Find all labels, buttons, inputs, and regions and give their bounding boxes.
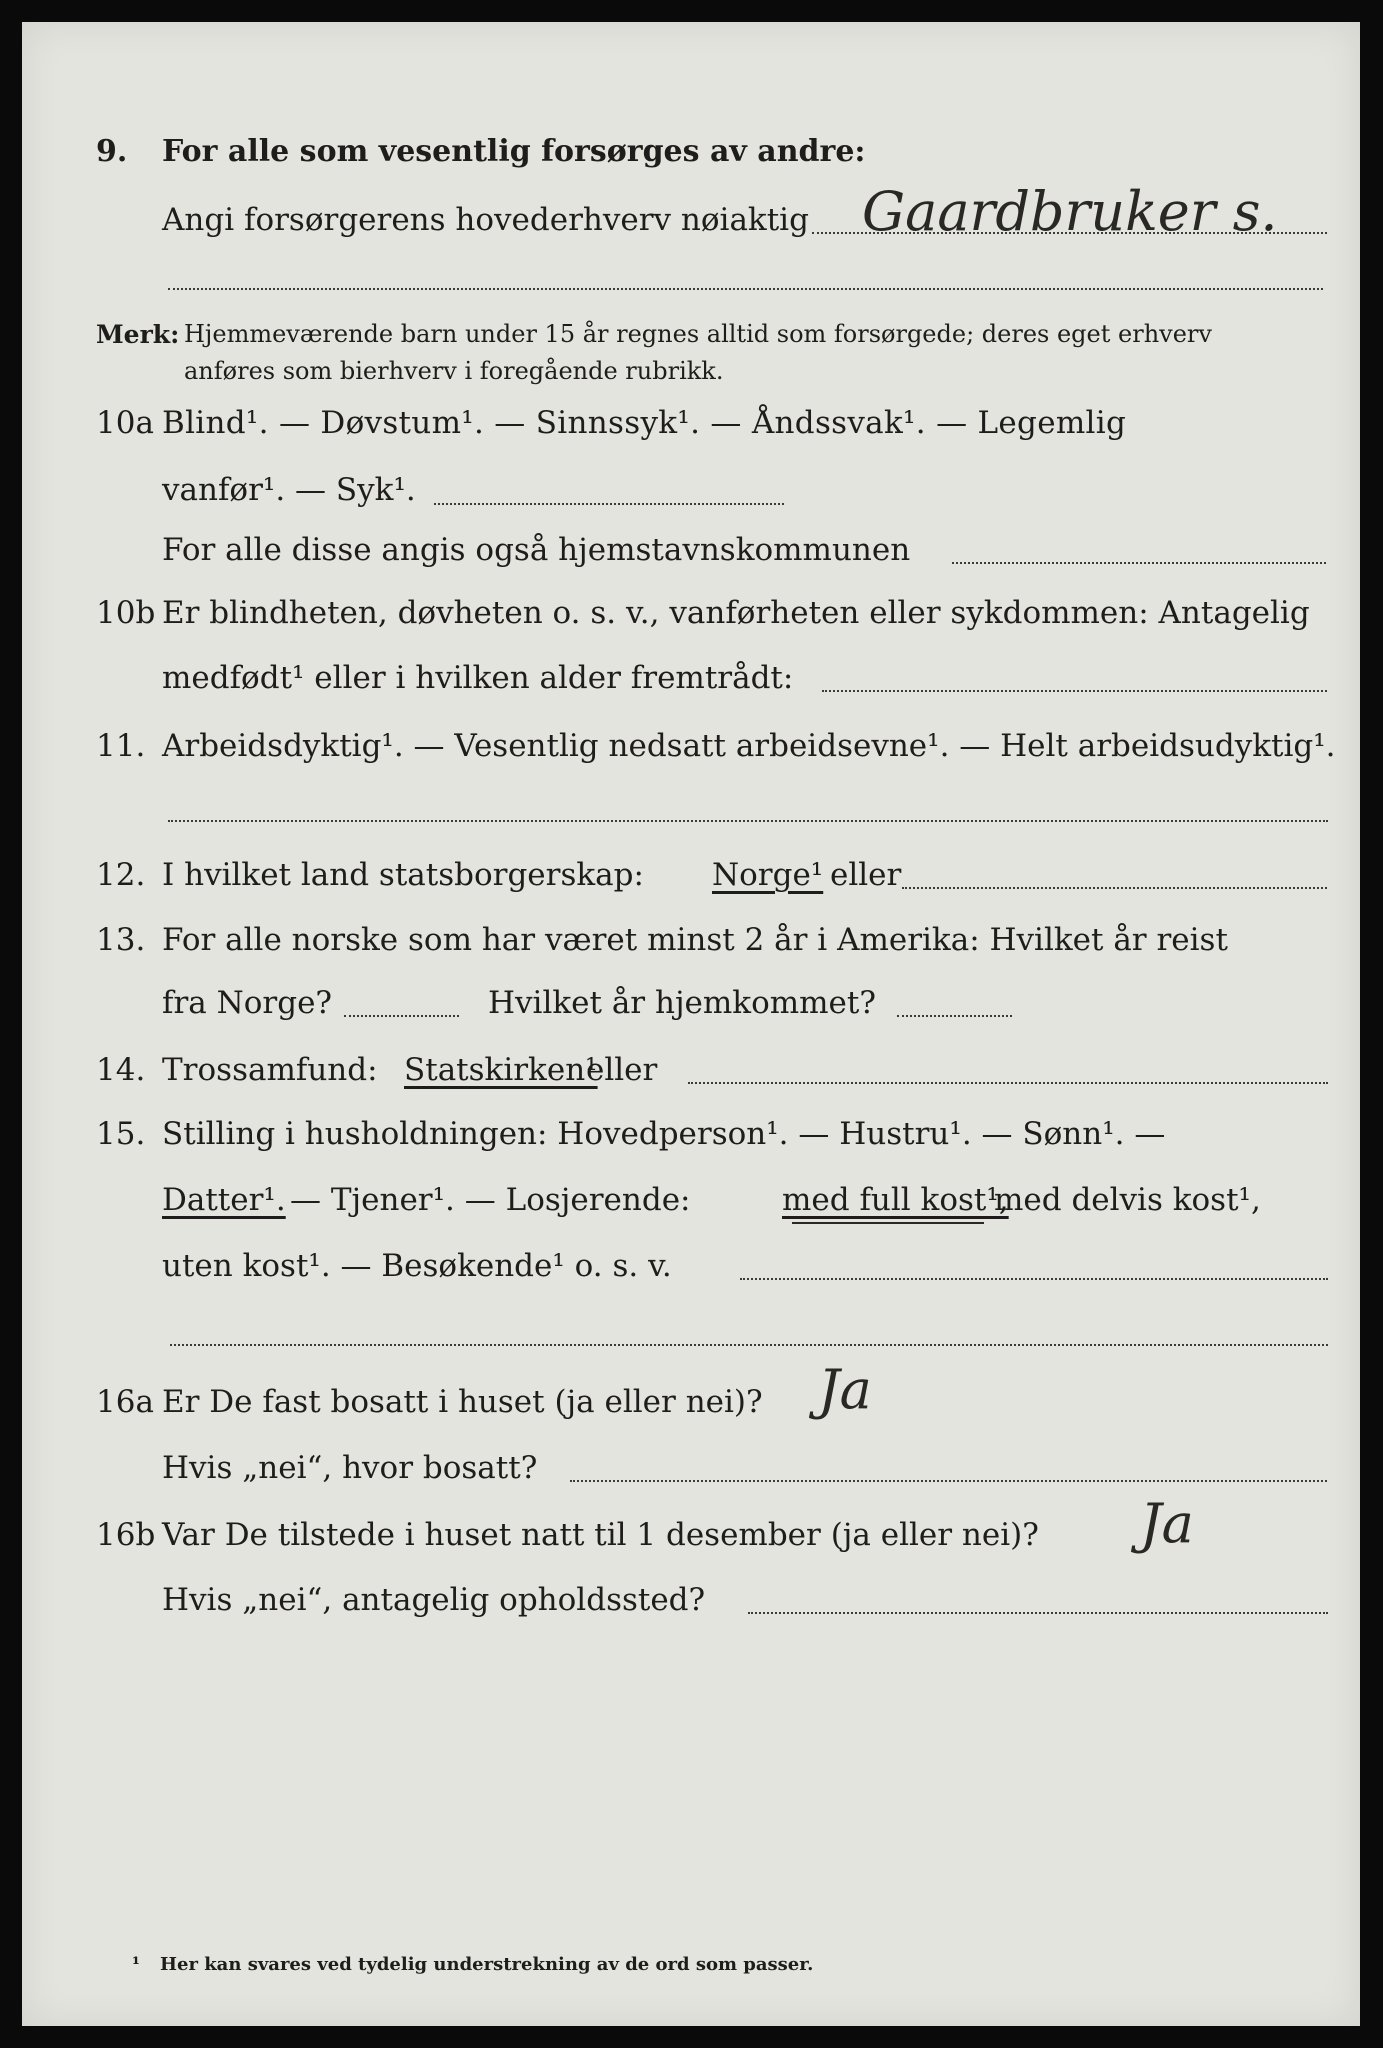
section-15-underlined-kost: med full kost¹, xyxy=(782,1182,1009,1218)
section-9-line2: Angi forsørgerens hovederhverv nøiaktig xyxy=(162,202,809,238)
section-15-extra-line xyxy=(170,1344,1328,1346)
section-14-answer-line xyxy=(688,1082,1328,1084)
section-10a-line1: Blind¹. — Døvstum¹. — Sinnssyk¹. — Åndssvak¹. — Legemlig xyxy=(162,405,1127,441)
merk-text-line2: anføres som bierhverv i foregående rubrikk. xyxy=(184,357,724,385)
section-11-line1: Arbeidsdyktig¹. — Vesentlig nedsatt arbeidsevne¹. — Helt arbeidsudyktig¹. xyxy=(162,728,1336,764)
section-9-extra-line xyxy=(168,288,1323,290)
section-10b-line2: medfødt¹ eller i hvilken alder fremtrådt: xyxy=(162,660,794,696)
section-16b-answer: Ja xyxy=(1140,1492,1194,1555)
section-10b-number: 10b xyxy=(96,595,156,631)
section-12-number: 12. xyxy=(96,857,146,893)
footnote-marker: ¹ xyxy=(132,1954,140,1975)
census-form-page xyxy=(22,22,1360,2026)
section-15-underlined-datter: Datter¹. xyxy=(162,1182,286,1218)
section-15-answer-line xyxy=(740,1278,1328,1280)
section-14-suffix: eller xyxy=(586,1052,658,1088)
section-10b-answer-line xyxy=(822,690,1327,692)
section-14-number: 14. xyxy=(96,1052,146,1088)
section-15-line1: Stilling i husholdningen: Hovedperson¹. — Hustru¹. — Sønn¹. — xyxy=(162,1116,1166,1152)
merk-label: Merk: xyxy=(96,320,180,349)
section-10a-number: 10a xyxy=(96,405,154,441)
section-11-number: 11. xyxy=(96,728,146,764)
section-13-line2a: fra Norge? xyxy=(162,985,333,1021)
section-16a-number: 16a xyxy=(96,1384,154,1420)
section-12-underlined: Norge¹ xyxy=(712,857,824,893)
section-12-answer-line xyxy=(902,887,1327,889)
section-13-line2b: Hvilket år hjemkommet? xyxy=(488,985,876,1021)
section-14-prefix: Trossamfund: xyxy=(162,1052,378,1088)
section-11-answer-line xyxy=(168,820,1328,822)
section-13-reist-line xyxy=(344,1015,459,1017)
section-15-line2b: med delvis kost¹, xyxy=(994,1182,1261,1218)
section-10a-line3: For alle disse angis også hjemstavnskommunen xyxy=(162,532,911,568)
section-16a-answer-line xyxy=(570,1480,1327,1482)
section-16a-answer: Ja xyxy=(818,1358,872,1421)
section-16a-line2: Hvis „nei“, hvor bosatt? xyxy=(162,1450,538,1486)
footnote-text: Her kan svares ved tydelig understrekning av de ord som passer. xyxy=(160,1954,814,1975)
section-15-line3: uten kost¹. — Besøkende¹ o. s. v. xyxy=(162,1248,672,1284)
section-13-hjemkommet-line xyxy=(897,1015,1012,1017)
section-15-number: 15. xyxy=(96,1116,146,1152)
section-10a-line2: vanfør¹. — Syk¹. xyxy=(162,472,416,508)
section-10a-kommune-line xyxy=(952,562,1326,564)
merk-text-line1: Hjemmeværende barn under 15 år regnes alltid som forsørgede; deres eget erhverv xyxy=(184,320,1212,348)
section-12-suffix: eller xyxy=(830,857,902,893)
section-13-number: 13. xyxy=(96,922,146,958)
section-16b-line1: Var De tilstede i huset natt til 1 desember (ja eller nei)? xyxy=(162,1517,1039,1553)
section-14-underlined: Statskirken¹ xyxy=(404,1052,598,1088)
section-16b-answer-line xyxy=(748,1612,1328,1614)
section-10a-answer-line xyxy=(434,503,784,505)
section-9-line1: For alle som vesentlig forsørges av andre: xyxy=(162,134,866,169)
section-10b-line1: Er blindheten, døvheten o. s. v., vanførheten eller sykdommen: Antagelig xyxy=(162,595,1310,631)
section-16a-line1: Er De fast bosatt i huset (ja eller nei)? xyxy=(162,1384,763,1420)
section-13-line1: For alle norske som har været minst 2 år i Amerika: Hvilket år reist xyxy=(162,922,1228,958)
section-15-line2a: — Tjener¹. — Losjerende: xyxy=(290,1182,691,1218)
section-9-answer: Gaardbruker s. xyxy=(862,180,1278,243)
section-15-hand-underline xyxy=(792,1222,984,1224)
section-9-number: 9. xyxy=(96,134,128,169)
section-16b-number: 16b xyxy=(96,1517,156,1553)
section-16b-line2: Hvis „nei“, antagelig opholdssted? xyxy=(162,1582,706,1618)
section-12-prefix: I hvilket land statsborgerskap: xyxy=(162,857,644,893)
